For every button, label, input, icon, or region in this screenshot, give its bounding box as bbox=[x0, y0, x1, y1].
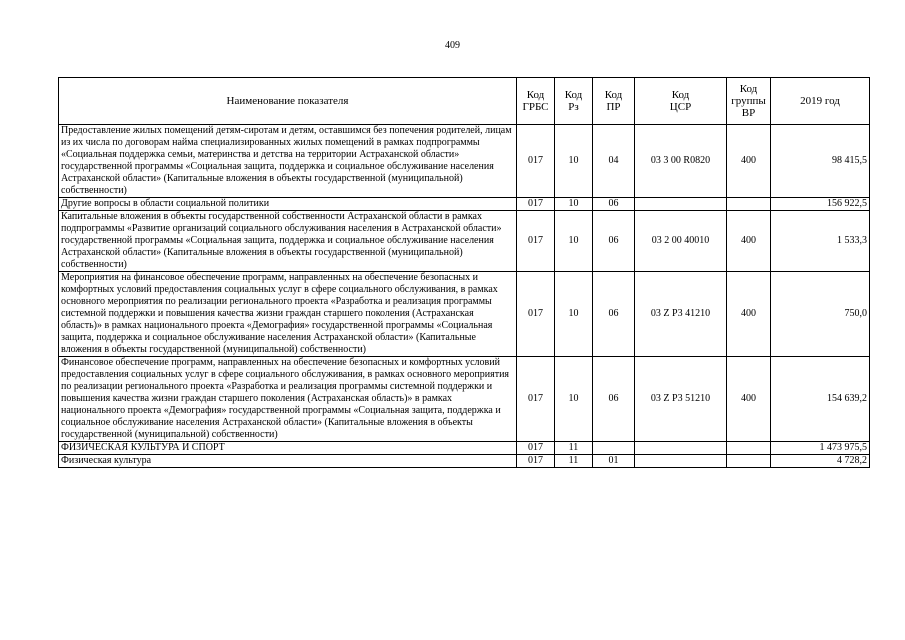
row-csr: 03 2 00 40010 bbox=[635, 211, 727, 272]
table-row bbox=[59, 198, 870, 211]
row-pr bbox=[593, 442, 635, 455]
row-csr: 03 Z P3 51210 bbox=[635, 357, 727, 442]
table-row bbox=[59, 442, 870, 455]
row-amount: 98 415,5 bbox=[771, 125, 870, 198]
row-pr: 06 bbox=[593, 198, 635, 211]
row-name: Физическая культура bbox=[59, 455, 517, 468]
row-amount: 1 533,3 bbox=[771, 211, 870, 272]
row-grbs: 017 bbox=[517, 125, 555, 198]
row-amount: 156 922,5 bbox=[771, 198, 870, 211]
row-name: Предоставление жилых помещений детям-сиротам и детям, оставшимся без попечения родителей, лицам из их числа по договорам найма специализированных жилых помещений в рамках подпрограммы «Социальная поддержка семьи, материнства и детства на территории Астраханской области» государственной программы «Социальная защита, поддержка и социальное обслуживание населения Астраханской области» (Капитальные вложения в объекты государственной (муниципальной) собственности) bbox=[59, 125, 517, 198]
row-vr bbox=[727, 455, 771, 468]
table-row bbox=[59, 455, 870, 468]
row-grbs: 017 bbox=[517, 357, 555, 442]
row-csr: 03 Z P3 41210 bbox=[635, 272, 727, 357]
row-vr: 400 bbox=[727, 211, 771, 272]
row-rz: 10 bbox=[555, 198, 593, 211]
row-amount: 4 728,2 bbox=[771, 455, 870, 468]
row-pr: 01 bbox=[593, 455, 635, 468]
row-grbs: 017 bbox=[517, 455, 555, 468]
row-pr: 04 bbox=[593, 125, 635, 198]
row-csr bbox=[635, 455, 727, 468]
header-year: 2019 год bbox=[771, 78, 870, 125]
budget-table bbox=[58, 77, 870, 468]
table-row bbox=[59, 125, 870, 198]
row-name: Другие вопросы в области социальной политики bbox=[59, 198, 517, 211]
row-vr: 400 bbox=[727, 357, 771, 442]
row-name: Финансовое обеспечение программ, направленных на обеспечение безопасных и комфортных условий предоставления социальных услуг в сфере социального обслуживания, в рамках основного мероприятия по реализации регионального проекта «Разработка и реализация программы системной поддержки и повышения качества жизни граждан старшего поколения (Астраханская область)» в рамках национального проекта «Демография» государственной программы «Социальная защита, поддержка и социальное обслуживание населения Астраханской области» (Капитальные вложения в объекты государственной (муниципальной) собственности) bbox=[59, 357, 517, 442]
row-grbs: 017 bbox=[517, 198, 555, 211]
row-vr bbox=[727, 442, 771, 455]
header-pr: Код ПР bbox=[593, 78, 635, 125]
row-rz: 10 bbox=[555, 125, 593, 198]
row-rz: 10 bbox=[555, 211, 593, 272]
row-csr bbox=[635, 442, 727, 455]
table-row bbox=[59, 272, 870, 357]
header-vr: Код группы ВР bbox=[727, 78, 771, 125]
row-pr: 06 bbox=[593, 272, 635, 357]
header-name: Наименование показателя bbox=[59, 78, 517, 125]
row-csr bbox=[635, 198, 727, 211]
row-csr: 03 3 00 R0820 bbox=[635, 125, 727, 198]
header-rz: Код Рз bbox=[555, 78, 593, 125]
table-header-row bbox=[59, 78, 870, 125]
row-rz: 10 bbox=[555, 272, 593, 357]
row-amount: 154 639,2 bbox=[771, 357, 870, 442]
row-pr: 06 bbox=[593, 357, 635, 442]
row-vr bbox=[727, 198, 771, 211]
row-grbs: 017 bbox=[517, 272, 555, 357]
row-vr: 400 bbox=[727, 125, 771, 198]
row-amount: 1 473 975,5 bbox=[771, 442, 870, 455]
row-vr: 400 bbox=[727, 272, 771, 357]
row-rz: 11 bbox=[555, 455, 593, 468]
table-row bbox=[59, 357, 870, 442]
row-pr: 06 bbox=[593, 211, 635, 272]
row-name: ФИЗИЧЕСКАЯ КУЛЬТУРА И СПОРТ bbox=[59, 442, 517, 455]
header-grbs: Код ГРБС bbox=[517, 78, 555, 125]
header-csr: Код ЦСР bbox=[635, 78, 727, 125]
row-grbs: 017 bbox=[517, 442, 555, 455]
table-row bbox=[59, 211, 870, 272]
page-number: 409 bbox=[445, 40, 460, 51]
row-name: Капитальные вложения в объекты государственной собственности Астраханской области в рамках подпрограммы «Развитие организаций социального обслуживания населения в Астраханской области» государственной программы «Социальная защита, поддержка и социальное обслуживание населения Астраханской области» (Капитальные вложения в объекты государственной (муниципальной) собственности) bbox=[59, 211, 517, 272]
row-rz: 11 bbox=[555, 442, 593, 455]
row-amount: 750,0 bbox=[771, 272, 870, 357]
row-grbs: 017 bbox=[517, 211, 555, 272]
row-name: Мероприятия на финансовое обеспечение программ, направленных на обеспечение безопасных и комфортных условий предоставления социальных услуг в сфере социального обслуживания, в рамках основного мероприятия по реализации регионального проекта «Разработка и реализация программы системной поддержки и повышения качества жизни граждан старшего поколения (Астраханская область)» в рамках национального проекта «Демография» государственной программы «Социальная защита, поддержка и социальное обслуживание населения Астраханской области» (Капитальные вложения в объекты государственной (муниципальной) собственности) bbox=[59, 272, 517, 357]
row-rz: 10 bbox=[555, 357, 593, 442]
